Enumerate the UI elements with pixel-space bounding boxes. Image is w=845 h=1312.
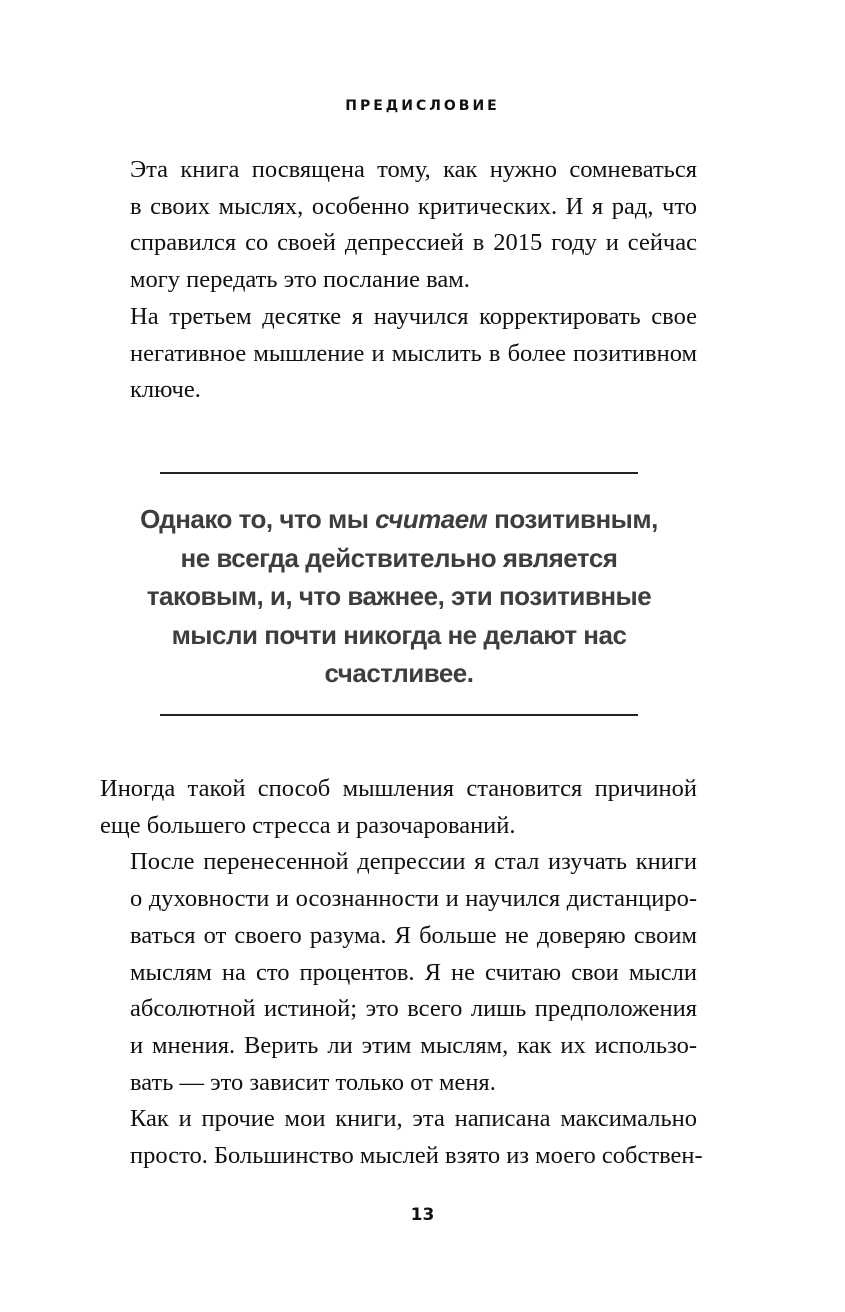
text-line: ключе. — [130, 376, 201, 404]
quote-emphasis: считаем — [375, 504, 488, 534]
text-line: Как и прочие мои книги, эта написана максимально — [130, 1105, 697, 1133]
text-line: о духовности и осознанности и научился дистанциро- — [130, 885, 697, 913]
quote-line: счастливее. — [324, 658, 474, 688]
text-line: вать — это зависит только от меня. — [130, 1068, 496, 1096]
paragraph — [100, 1101, 703, 1174]
pull-quote — [130, 500, 668, 693]
text-line: негативное мышление и мыслить в более позитивном — [130, 339, 697, 367]
text-line: справился со своей депрессией в 2015 году и сейчас — [130, 229, 697, 257]
page-number: 13 — [410, 1205, 435, 1225]
quote-line — [130, 500, 668, 539]
text-line: мыслям на сто процентов. Я не считаю свои мысли — [130, 958, 697, 986]
main-text-block — [100, 771, 703, 1175]
paragraph — [100, 152, 697, 299]
text-line: Эта книга посвящена тому, как нужно сомневаться — [130, 156, 697, 183]
text-line: могу передать это послание вам. — [130, 266, 470, 294]
quote-line: мысли почти никогда не делают нас — [171, 619, 627, 650]
text-line: абсолютной истиной; это всего лишь предположения — [130, 995, 697, 1023]
paragraph — [100, 299, 697, 409]
text-line: После перенесенной депрессии я стал изучать книги — [130, 848, 697, 876]
text-line: еще большего стресса и разочарований. — [100, 811, 516, 839]
paragraph — [100, 771, 697, 844]
paragraph — [100, 844, 697, 1101]
quote-text: позитивным, — [487, 504, 658, 534]
intro-text-block — [100, 152, 697, 409]
text-line: в своих мыслях, особенно критических. И я рад, что — [130, 192, 697, 220]
quote-line: не всегда действительно является — [180, 542, 618, 573]
text-line: просто. Большинство мыслей взято из моего собствен- — [130, 1142, 703, 1170]
quote-line: таковым, и, что важнее, эти позитивные — [146, 581, 652, 611]
text-line: Иногда такой способ мышления становится причиной — [100, 775, 697, 802]
text-line: На третьем десятке я научился корректировать свое — [130, 302, 697, 330]
quote-bottom-rule — [160, 714, 638, 716]
text-line: и мнения. Верить ли этим мыслям, как их использо- — [130, 1031, 697, 1059]
quote-text: Однако то, что мы — [140, 504, 376, 534]
quote-top-rule — [160, 472, 638, 474]
running-header: ПРЕДИСЛОВИЕ — [345, 98, 500, 114]
text-line: ваться от своего разума. Я больше не доверяю своим — [130, 921, 697, 949]
